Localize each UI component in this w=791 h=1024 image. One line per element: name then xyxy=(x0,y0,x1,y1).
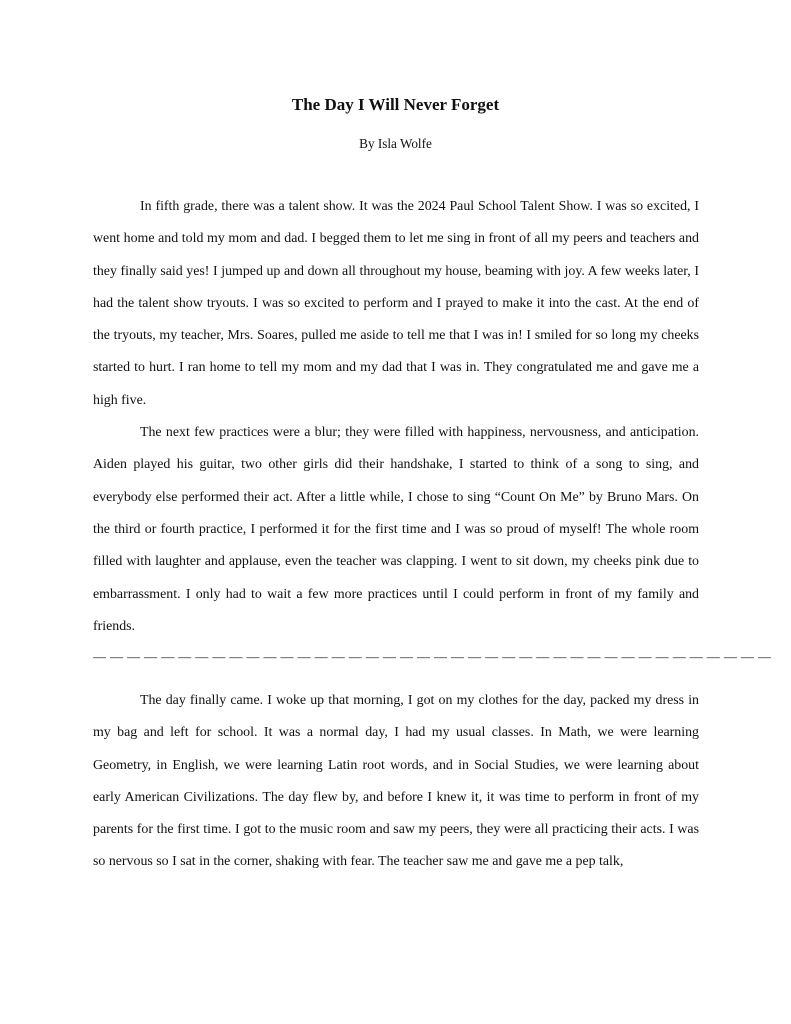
paragraph-2: The next few practices were a blur; they were filled with happiness, nervousness, and anticipation. Aiden played his guitar, two other girls did their handshake, I started to think of a song to sing, and everybody else performed their act. After a little while, I chose to sing “Count On Me” by Bruno Mars. On the third or fourth practice, I performed it for the first time and I was so proud of myself! The whole room filled with laughter and applause, even the teacher was clapping. I went to sit down, my cheeks pink due to embarrassment. I only had to wait a few more practices until I could perform in front of my family and friends. xyxy=(93,425,699,634)
story-section-2 xyxy=(93,685,699,879)
section-divider: — — — — — — — — — — — — — — — — — — — — — — — — — — — — — — — — — — — — — — — — xyxy=(93,649,772,664)
story-section-1 xyxy=(93,191,699,643)
paragraph-1: In fifth grade, there was a talent show. It was the 2024 Paul School Talent Show. I was so excited, I went home and told my mom and dad. I begged them to let me sing in front of all my peers and teachers and they finally said yes! I jumped up and down all throughout my house, beaming with joy. A few weeks later, I had the talent show tryouts. I was so excited to perform and I prayed to make it into the cast. At the end of the tryouts, my teacher, Mrs. Soares, pulled me aside to tell me that I was in! I smiled for so long my cheeks started to hurt. I ran home to tell my mom and my dad that I was in. They congratulated me and gave me a high five. xyxy=(93,199,699,408)
paragraph-3: The day finally came. I woke up that morning, I got on my clothes for the day, packed my dress in my bag and left for school. It was a normal day, I had my usual classes. In Math, we were learning Geometry, in English, we were learning Latin root words, and in Social Studies, we were learning about early American Civilizations. The day flew by, and before I knew it, it was time to perform in front of my parents for the first time. I got to the music room and saw my peers, they were all practicing their acts. I was so nervous so I sat in the corner, shaking with fear. The teacher saw me and gave me a pep talk, xyxy=(93,693,699,870)
document-author: By Isla Wolfe xyxy=(359,136,432,151)
document-title: The Day I Will Never Forget xyxy=(291,95,500,114)
